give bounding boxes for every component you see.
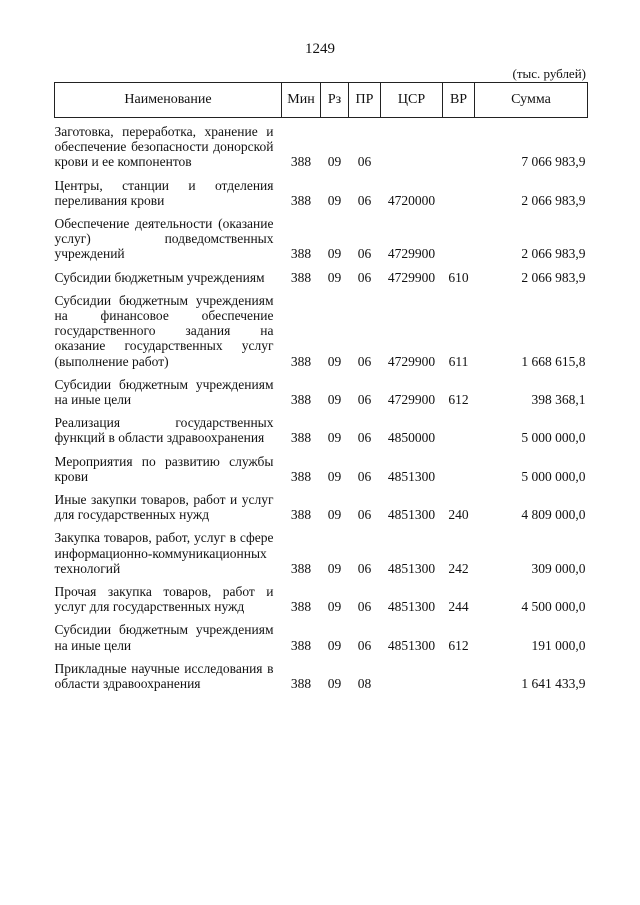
- cell-vr: 612: [448, 637, 469, 653]
- cell-pr: 06: [357, 507, 372, 523]
- cell-sum: 1 641 433,9: [521, 676, 586, 692]
- header-rz: Рз: [321, 83, 349, 118]
- cell-csr: [381, 118, 443, 178]
- cell-rz: 09: [327, 430, 342, 446]
- cell-csr: 4729900: [387, 392, 436, 408]
- table-header-row: [55, 83, 588, 118]
- cell-sum: 398 368,1: [531, 392, 586, 408]
- cell-min: 388: [290, 246, 312, 262]
- cell-name: Субсидии бюджетным учреждениям: [54, 269, 265, 285]
- cell-pr: 06: [357, 392, 372, 408]
- cell-pr: 06: [357, 468, 372, 484]
- cell-name: Субсидии бюджетным учреждениям на финансовое обеспечение государственного задания на оказание государственных услуг (выполнение работ): [54, 292, 274, 369]
- cell-min: 388: [290, 192, 312, 208]
- cell-sum: 7 066 983,9: [521, 154, 586, 170]
- cell-rz: 09: [327, 246, 342, 262]
- cell-vr: 244: [448, 599, 469, 615]
- cell-pr: 06: [357, 599, 372, 615]
- cell-min: 388: [290, 353, 312, 369]
- header-vr: ВР: [443, 83, 475, 118]
- cell-name: Заготовка, переработка, хранение и обеспечение безопасности донорской крови и ее компонентов: [54, 124, 274, 170]
- cell-name: Мероприятия по развитию службы крови: [54, 453, 274, 484]
- table-row: [55, 530, 588, 584]
- table-row: [55, 377, 588, 415]
- cell-csr: 4850000: [387, 430, 436, 446]
- cell-rz: 09: [327, 637, 342, 653]
- cell-min: 388: [290, 599, 312, 615]
- table-row: [55, 454, 588, 492]
- cell-name: Закупка товаров, работ, услуг в сфере информационно-коммуникационных технологий: [54, 530, 274, 576]
- cell-name: Прочая закупка товаров, работ и услуг для государственных нужд: [54, 584, 274, 615]
- cell-sum: 191 000,0: [531, 637, 586, 653]
- table-row: [55, 118, 588, 178]
- header-csr: ЦСР: [381, 83, 443, 118]
- table-row: [55, 584, 588, 622]
- cell-rz: 09: [327, 560, 342, 576]
- cell-vr: 242: [448, 560, 469, 576]
- cell-rz: 09: [327, 507, 342, 523]
- header-min: Мин: [282, 83, 321, 118]
- cell-min: 388: [290, 392, 312, 408]
- cell-min: 388: [290, 676, 312, 692]
- cell-rz: 09: [327, 154, 342, 170]
- cell-csr: 4729900: [387, 246, 436, 262]
- cell-pr: 06: [357, 637, 372, 653]
- budget-table: [54, 82, 588, 699]
- cell-name: Обеспечение деятельности (оказание услуг) подведомственных учреждений: [54, 216, 274, 262]
- cell-vr: 610: [448, 269, 469, 285]
- cell-name: Субсидии бюджетным учреждениям на иные цели: [54, 622, 274, 653]
- cell-min: 388: [290, 468, 312, 484]
- cell-csr: 4851300: [387, 507, 436, 523]
- cell-sum: 5 000 000,0: [521, 430, 586, 446]
- header-sum: Сумма: [475, 83, 588, 118]
- cell-csr: 4729900: [387, 353, 436, 369]
- cell-min: 388: [290, 430, 312, 446]
- cell-vr: [443, 118, 475, 178]
- cell-min: 388: [290, 637, 312, 653]
- cell-sum: 1 668 615,8: [521, 353, 586, 369]
- page-number: 1249: [305, 41, 335, 57]
- cell-csr: [381, 661, 443, 699]
- cell-rz: 09: [327, 269, 342, 285]
- cell-rz: 09: [327, 676, 342, 692]
- cell-vr: 612: [448, 392, 469, 408]
- cell-csr: 4851300: [387, 560, 436, 576]
- cell-pr: 06: [357, 560, 372, 576]
- cell-vr: [443, 661, 475, 699]
- cell-rz: 09: [327, 192, 342, 208]
- cell-sum: 4 500 000,0: [521, 599, 586, 615]
- cell-rz: 09: [327, 392, 342, 408]
- cell-sum: 2 066 983,9: [521, 269, 586, 285]
- header-name: Наименование: [55, 83, 282, 118]
- cell-csr: 4720000: [387, 192, 436, 208]
- table-row: [55, 216, 588, 270]
- cell-min: 388: [290, 154, 312, 170]
- cell-rz: 09: [327, 468, 342, 484]
- table-row: [55, 293, 588, 377]
- table-row: [55, 270, 588, 293]
- cell-vr: 240: [448, 507, 469, 523]
- cell-sum: 2 066 983,9: [521, 192, 586, 208]
- units-label: (тыс. рублей): [512, 66, 586, 81]
- cell-csr: 4851300: [387, 599, 436, 615]
- header-pr: ПР: [349, 83, 381, 118]
- cell-vr: 611: [448, 353, 469, 369]
- cell-pr: 06: [357, 246, 372, 262]
- cell-csr: 4851300: [387, 468, 436, 484]
- cell-name: Реализация государственных функций в области здравоохранения: [54, 415, 274, 446]
- cell-sum: 5 000 000,0: [521, 468, 586, 484]
- cell-pr: 06: [357, 430, 372, 446]
- table-row: [55, 661, 588, 699]
- cell-pr: 06: [357, 269, 372, 285]
- cell-min: 388: [290, 507, 312, 523]
- table-body: [55, 118, 588, 700]
- cell-vr: [443, 415, 475, 453]
- cell-name: Субсидии бюджетным учреждениям на иные цели: [54, 376, 274, 408]
- cell-name: Иные закупки товаров, работ и услуг для государственных нужд: [54, 492, 274, 523]
- table-row: [55, 492, 588, 530]
- cell-name: Центры, станции и отделения переливания крови: [54, 177, 274, 208]
- cell-rz: 09: [327, 353, 342, 369]
- cell-pr: 06: [357, 192, 372, 208]
- table-row: [55, 415, 588, 453]
- cell-vr: [443, 216, 475, 270]
- cell-csr: 4851300: [387, 637, 436, 653]
- table-row: [55, 622, 588, 660]
- cell-rz: 09: [327, 599, 342, 615]
- table-row: [55, 178, 588, 216]
- cell-csr: 4729900: [387, 269, 436, 285]
- cell-min: 388: [290, 269, 312, 285]
- cell-vr: [443, 454, 475, 492]
- cell-name: Прикладные научные исследования в области здравоохранения: [54, 660, 274, 692]
- cell-min: 388: [290, 560, 312, 576]
- cell-sum: 2 066 983,9: [521, 246, 586, 262]
- cell-sum: 4 809 000,0: [521, 507, 586, 523]
- cell-pr: 08: [357, 676, 372, 692]
- cell-sum: 309 000,0: [531, 560, 586, 576]
- cell-pr: 06: [357, 154, 372, 170]
- cell-pr: 06: [357, 353, 372, 369]
- cell-vr: [443, 178, 475, 216]
